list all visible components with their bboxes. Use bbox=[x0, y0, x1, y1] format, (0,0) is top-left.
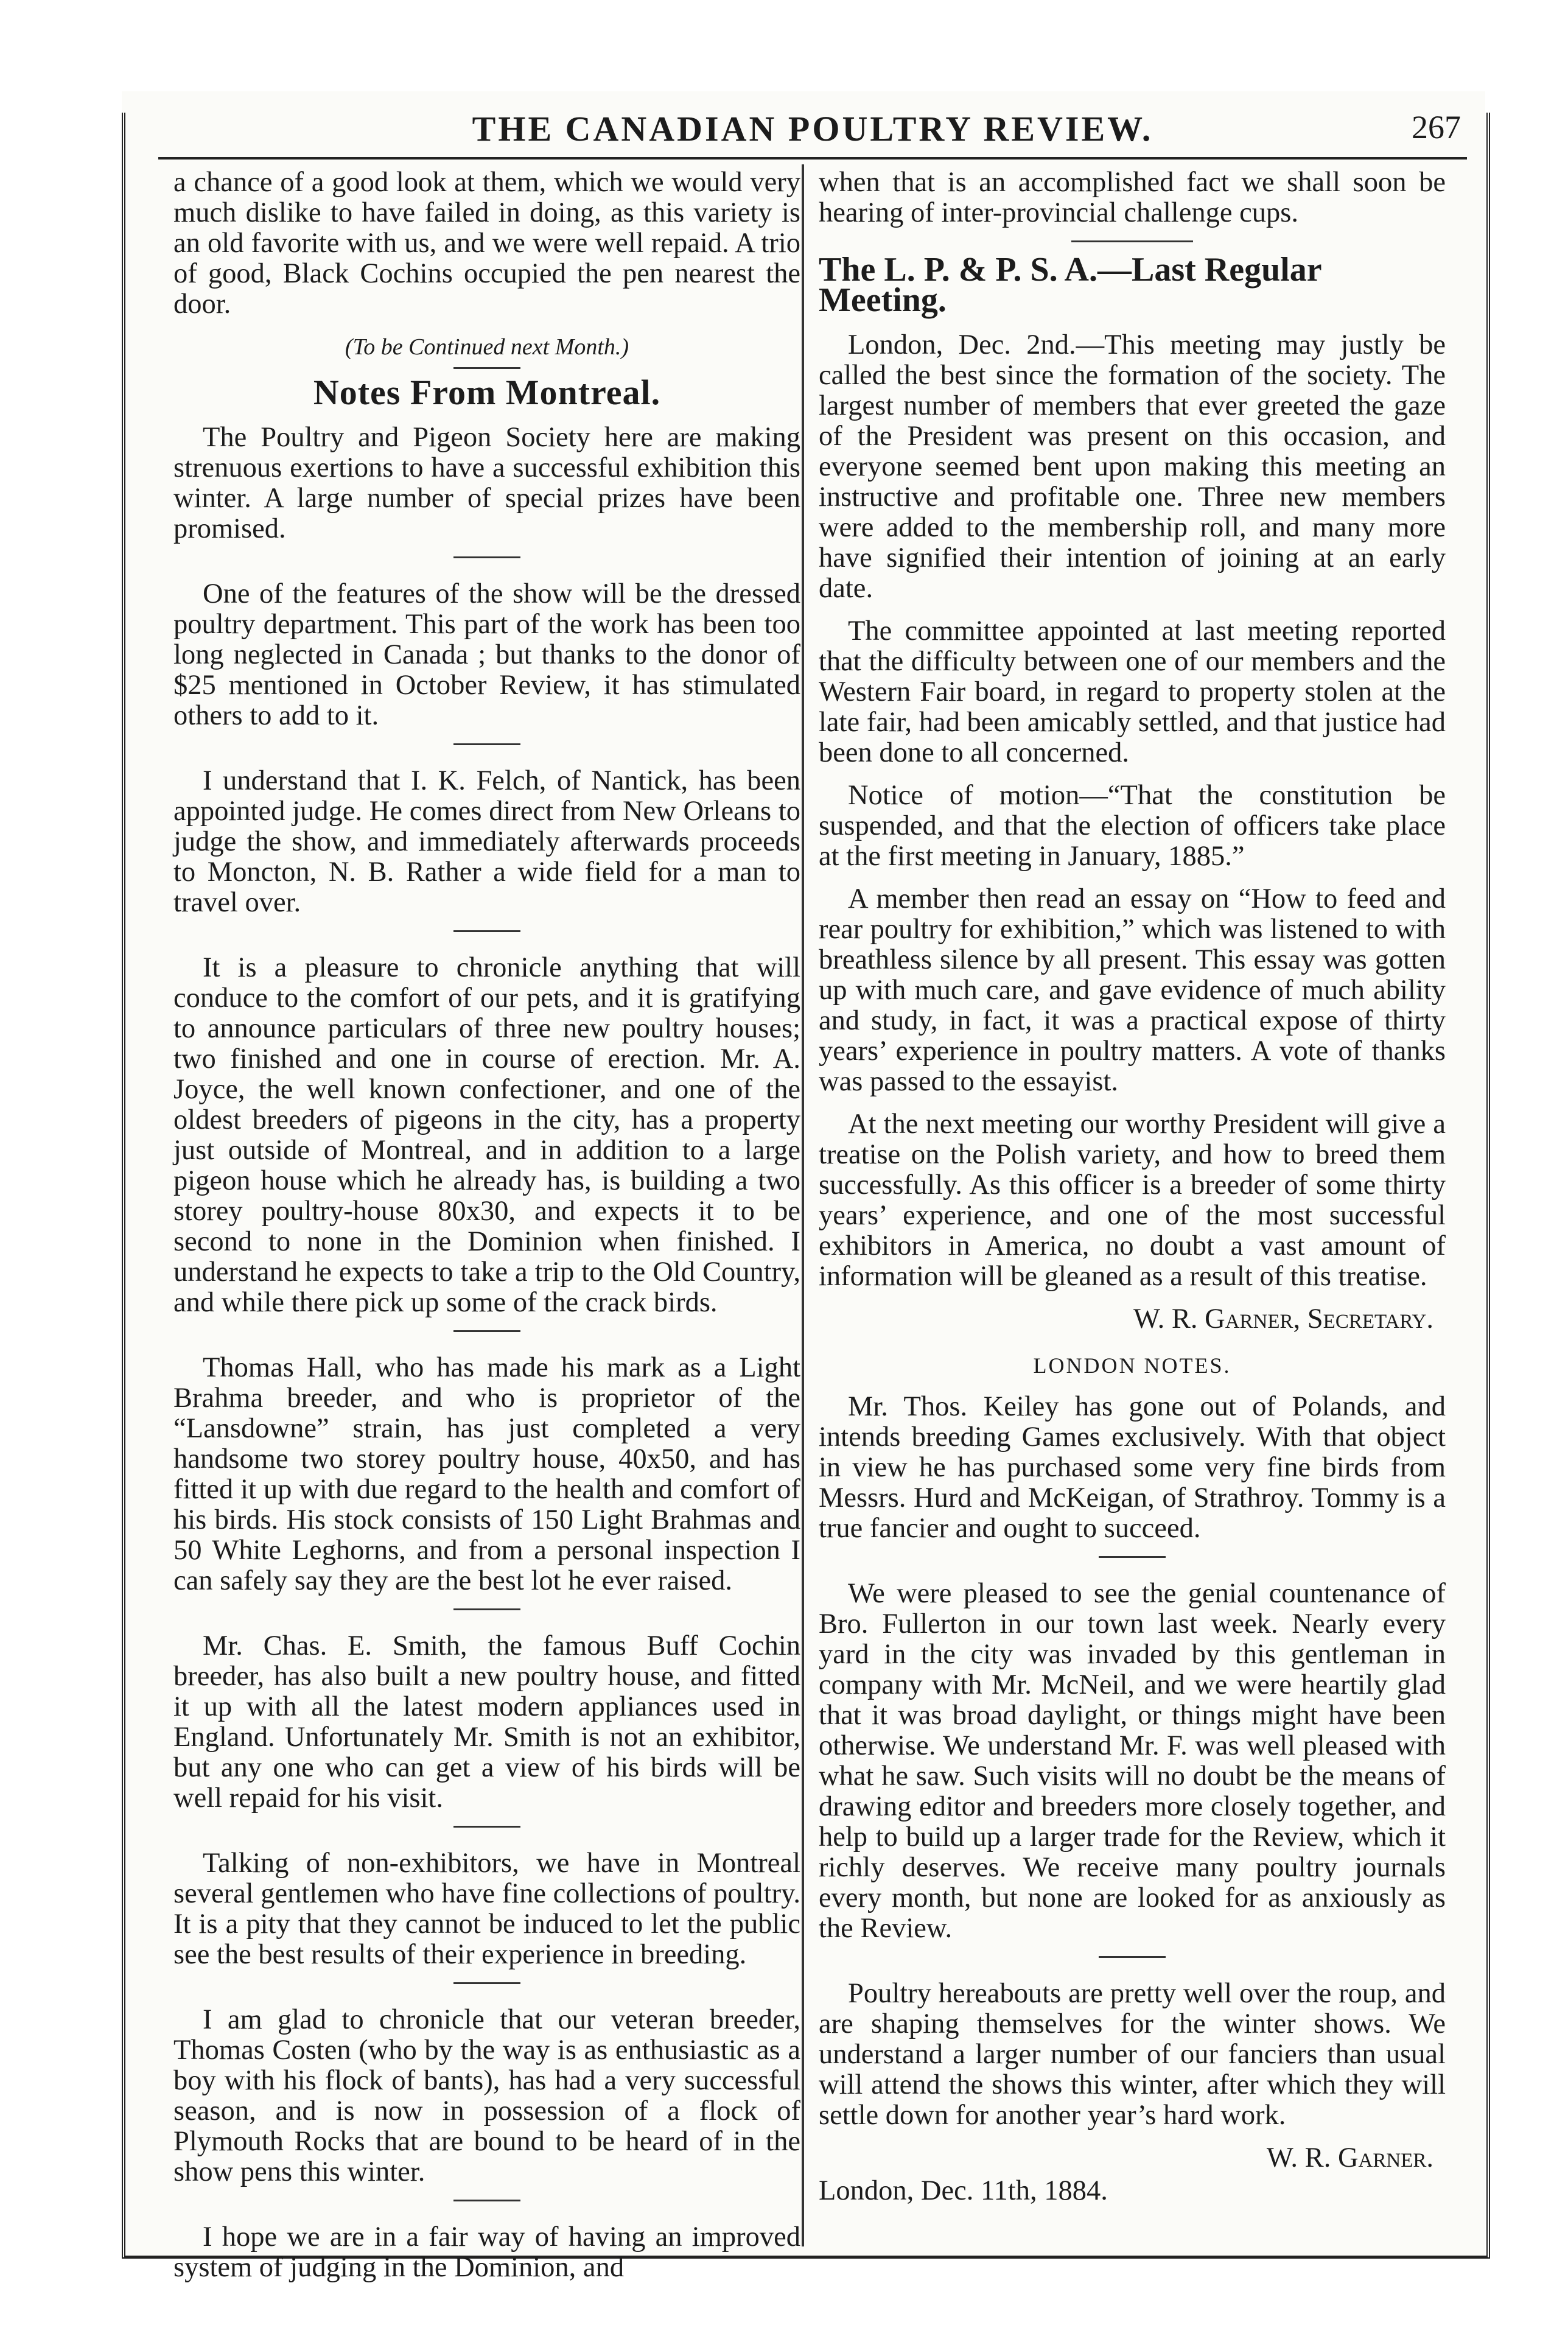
article-heading: Notes From Montreal. bbox=[313, 373, 661, 412]
paragraph: A member then read an essay on “How to feed and rear poultry for exhibition,” which was listened to with breathless silence by all present. This essay was gotten up with much care, and gave evidence of much ability and study, in fact, it was a practical expose of thirty years’ experience in poultry matters. A vote of thanks was passed to the essayist. bbox=[819, 883, 1446, 1097]
paragraph: We were pleased to see the genial countenance of Bro. Fullerton in our town last week. Nearly every yard in the city was invaded by this gentleman in company with Mr. McNeil, and we were heartily glad that it was broad daylight, or things might have been otherwise. We understand Mr. F. was well pleased with what he saw. Such visits will no doubt be the means of drawing editor and breeders more closely together, and help to build up a larger trade for the Review, which it richly deserves. We receive many poultry journals every month, but none are looked for as anxiously as the Review. bbox=[819, 1578, 1446, 1944]
paragraph: The Poultry and Pigeon Society here are making strenuous exertions to have a successful exhibition this winter. A large number of special prizes have been promised. bbox=[173, 422, 800, 544]
ornament-rule bbox=[1071, 240, 1193, 242]
paragraph: Mr. Thos. Keiley has gone out of Polands, and intends breeding Games exclusively. With that object in view he has purchased some very fine birds from Messrs. Hurd and McKeigan, of Strathroy. Tommy is a true fancier and ought to succeed. bbox=[819, 1391, 1446, 1544]
dateline: London, Dec. 11th, 1884. bbox=[819, 2175, 1108, 2206]
paragraph: One of the features of the show will be the dressed poultry department. This part of the work has been too long neglected in Canada ; but thanks to the donor of $25 mentioned in October Review, it has stimulated others to add to it. bbox=[173, 578, 800, 731]
paragraph: The committee appointed at last meeting reported that the difficulty between one of our members and the Western Fair board, in regard to property stolen at the late fair, had been amicably settled, and that justice had been done to all concerned. bbox=[819, 615, 1446, 768]
continued-note: (To be Continued next Month.) bbox=[345, 334, 629, 360]
running-header bbox=[164, 97, 1461, 158]
section-rule bbox=[453, 1330, 520, 1332]
section-rule bbox=[453, 1826, 520, 1828]
right-column bbox=[819, 167, 1446, 2218]
paragraph: Talking of non-exhibitors, we have in Montreal several gentlemen who have fine collections of poultry. It is a pity that they cannot be induced to let the public see the best results of their experience in breeding. bbox=[173, 1848, 800, 1970]
paragraph: Thomas Hall, who has made his mark as a Light Brahma breeder, and who is proprietor of the “Lansdowne” strain, has just completed a very handsome two storey poultry house, 40x50, and has fitted it up with due regard to the health and comfort of his birds. His stock consists of 150 Light Brahmas and 50 White Leghorns, and from a personal inspection I can safely say they are the best lot he ever raised. bbox=[173, 1352, 800, 1596]
section-rule bbox=[453, 1982, 520, 1984]
paragraph: when that is an accomplished fact we shall soon be hearing of inter-provincial challenge cups. bbox=[819, 167, 1446, 228]
paragraph: Poultry hereabouts are pretty well over the roup, and are shaping themselves for the winter shows. We understand a larger number of our fanciers than usual will attend the shows this winter, after which they will settle down for another year’s hard work. bbox=[819, 1978, 1446, 2131]
section-rule bbox=[453, 743, 520, 745]
journal-title: THE CANADIAN POULTRY REVIEW. bbox=[472, 109, 1153, 149]
signature: W. R. Garner. bbox=[1266, 2142, 1433, 2173]
header-rule bbox=[158, 157, 1467, 160]
section-rule bbox=[453, 2200, 520, 2201]
left-column bbox=[173, 167, 800, 2295]
ornament-rule bbox=[453, 367, 520, 369]
signature: W. R. Garner, Secretary. bbox=[1133, 1303, 1433, 1334]
section-rule bbox=[1099, 1956, 1166, 1958]
paragraph: I understand that I. K. Felch, of Nantick, has been appointed judge. He comes direct from New Orleans to judge the show, and immediately afterwards proceeds to Moncton, N. B. Rather a wide field for a man to travel over. bbox=[173, 765, 800, 918]
section-rule bbox=[453, 930, 520, 932]
paragraph: Mr. Chas. E. Smith, the famous Buff Cochin breeder, has also built a new poultry house, and fitted it up with all the latest modern appliances used in England. Unfortunately Mr. Smith is not an exhibitor, but any one who can get a view of his birds will be well repaid for his visit. bbox=[173, 1630, 800, 1814]
paragraph: I hope we are in a fair way of having an improved system of judging in the Dominion, and bbox=[173, 2222, 800, 2283]
paragraph: Notice of motion—“That the constitution be suspended, and that the election of officers take place at the first meeting in January, 1885.” bbox=[819, 780, 1446, 872]
section-subheading: LONDON NOTES. bbox=[1033, 1353, 1231, 1378]
paragraph: It is a pleasure to chronicle anything that will conduce to the comfort of our pets, and it is gratifying to announce particulars of three new poultry houses; two finished and one in course of erection. Mr. A. Joyce, the well known confectioner, and one of the oldest breeders of pigeons in the city, has a property just outside of Montreal, and in addition to a large pigeon house which he already has, is building a two storey poultry-house 80x30, and expects it to be second to none in the Dominion when finished. I understand he expects to take a trip to the Old Country, and while there pick up some of the crack birds. bbox=[173, 952, 800, 1318]
paragraph: At the next meeting our worthy President will give a treatise on the Polish variety, and how to breed them successfully. As this officer is a breeder of some thirty years’ experience, and one of the most successful exhibitors in America, no doubt a vast amount of information will be gleaned as a result of this treatise. bbox=[819, 1109, 1446, 1292]
paragraph: London, Dec. 2nd.—This meeting may justly be called the best since the formation of the society. The largest number of members that ever greeted the gaze of the President was present on this occasion, and everyone seemed bent upon making this meeting an instructive and profitable one. Three new members were added to the membership roll, and many more have signified their intention of joining at an early date. bbox=[819, 329, 1446, 604]
paragraph: I am glad to chronicle that our veteran breeder, Thomas Costen (who by the way is as enthusiastic as a boy with his flock of bants), has had a very successful season, and is now in possession of a flock of Plymouth Rocks that are bound to be heard of in the show pens this winter. bbox=[173, 2004, 800, 2187]
section-rule bbox=[1099, 1556, 1166, 1558]
column-divider bbox=[802, 164, 804, 2246]
section-rule bbox=[453, 556, 520, 558]
page-number: 267 bbox=[1412, 109, 1461, 146]
paragraph: a chance of a good look at them, which we would very much dislike to have failed in doing, as this variety is an old favorite with us, and we were well repaid. A trio of good, Black Cochins occupied the pen nearest the door. bbox=[173, 167, 800, 320]
article-heading: The L. P. & P. S. A.—Last Regular Meeting. bbox=[819, 251, 1321, 319]
section-rule bbox=[453, 1608, 520, 1610]
